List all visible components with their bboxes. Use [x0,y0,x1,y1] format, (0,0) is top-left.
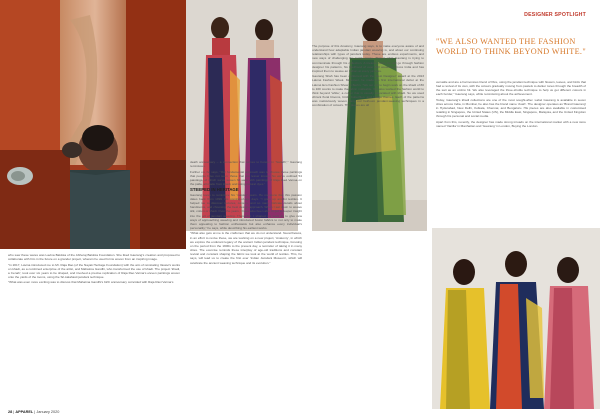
col1-paragraph: "In 2017, Lavina introduced me to Mr. Raja Rao (of the Nayak Heritage Foundation) with the aim of reinstating Vasavi's works on khadi, as a combined enterprise of the artist, and Mahatma Gandhi, who transformed the use of khadi. The project 'khadi, a Cenah', took over six years to be shaped, and involved a precise replication of Raja Rao Varma's eleven paintings woven onto the yards of the looms, using the Sri-kalahasti jamdani technique. [8,262,180,279]
col2-paragraph: "What also gets at me is the craftsmen that we do not understand. Nevertheless, in an effort to revive these, we are working on a new project, 'Anatomy', in which we explore the endurant legacy of the ancient Indian jamdani technique, focusing on the period from the 1900s to the present day, a reminder of taking it in many cities. The exercise reminds these interplay of age-old traditions and constant revival and constant shaping the fabric we look at the world of textiles. This, he says, will lead us to create the first ever 'Indian Jamdani Museum', which will celebrate the ancient weaving technique and its evolution." [190,231,302,265]
col4-paragraph: Today, Gaurang's khadi collections are one of the most sought-after. Label Gaurang is available in seven cities across India, in Mumbai, he also has the brand name 'Asah'. The designer operates as 'Brand Gaurang' in Hyderabad, New Delhi, Kolkata, Chennai, and Bengaluru. His pieces are also available in customised retailing in Singapore, the United States (US), the Middle East, Singapore, Malaysia, and the United Kingdom through his personal and social media. [436,97,586,119]
article-column-3 [312,44,424,209]
col1-paragraph: who saw these wares was Lavina Baldota of the Abheraj Baldota Foundation. She liked Gaurang's creation and proposed to collaborate with him in the future on a grander project, wherein he used forms woven from an inspiring image. [8,253,180,262]
article-column-4 [436,80,586,225]
col4-paragraph: versatile and are a harmonious blend of fibre, using the jamdani technique with flowers, leaves, and birds that had a revival of its own, with the colours gradually moving from pastels to darker tones through the breadth of the sari as an ombré hit. We also leveraged the three-shuttle technique to help us get different colours in each border," Gaurang says, while reminiscing about the achievement. [436,80,586,97]
col2-paragraph: Gaurang loves to reminisce his 'maiden' years. He mentions that this passion dates back from 1999, his coming-of-age days. "I grew up amidst textiles. It helped me to discover textures, colours, and so many intricate details about handlooms, and choosing the best design approach. When I sat down to weave silk, cotton or khadi. Over the years, I have also been able to get a deeper insight into the art of jamdani weaving. Thereafter, I shaped my work as to give new ways of approaching weaving and introduced fusion fabrics to not only to make them appealing to fashion enthusiasts but also enhance every individual's personality," he says, while describing his earliest works. [190,192,302,231]
col4-paragraph: Apart from this, recently, the designer has made strong inroads on the international market with a new store named 'Vanilla' in Manhattan and 'Gaurang' in London, Buying the London. [436,119,586,128]
section-tag: DESIGNER SPOTLIGHT [524,12,586,18]
page-footer: 28 | APPAREL | January 2020 [8,410,60,414]
article-column-1 [8,253,180,403]
pull-quote: "WE ALSO WANTED THE FASHION WORLD TO THINK BEYOND WHITE." [436,37,587,57]
col2-paragraph: Further on, he says, "Our fundamental approach was to choose those paintings that people have not seen; those that are lesser known. So we've outlined 54 paintings, of which we've woven 32 saris with paintings of Raja Ravi Varma on the palla, all made from khadi, and using natural dyes." [190,169,302,186]
article-column-2 [190,160,302,405]
section-heading: STEEPED IN HERITAGE [190,187,239,193]
magazine-name: APPAREL [15,410,34,414]
issue-date: January 2020 [36,410,60,414]
page-number: 28 [8,410,13,414]
col1-paragraph: "What was even more exciting was to discuss that Mahatma Gandhi's birth anniversary coincided with Raja Ravi Varma's [8,280,174,285]
group-photo [432,228,600,409]
col3-paragraph: The purpose of this Anatomy, Gaurang says, is to make everyone aware of and understand how adaptable Indian jamdani weaving is, and about our continuing relationships with types of jamdani today. These are endless experiments, and new ways of challenging the textile space. That is what Gaurang is trying to communicate through his collection. A tireless vision, he will go through fashion designer his patterns, his likelihood of over 800 weavers across India and has inspired them to weave an Indian at every juncture. [312,44,424,73]
col2-paragraph: death anniversary – a connection that serves to honour in 'Saradh'," Gaurang reminisces. [190,160,302,169]
col3-paragraph: Gaurang Shah has been conferred with the 'Best Designer' award at the 2013 Lakmé Fashion Week. Moreover, he made his first international debut at the Lakmé Eco Fashion Show in Berlin. "We set out to begin work on the khadi of 80 to 100 counts to make the fabric malleable. We also worked the fashion world to think beyond 'white', a colour that is usually associated with khadi. So we used vibrant floral blooms, birds, butterflies, and foliage themes. Each of the patterns was meticulously woven using our heirloom jamdani-weaving techniques in a combination of colours. The pieces are all [312,74,424,108]
designer-photo [0,0,186,249]
